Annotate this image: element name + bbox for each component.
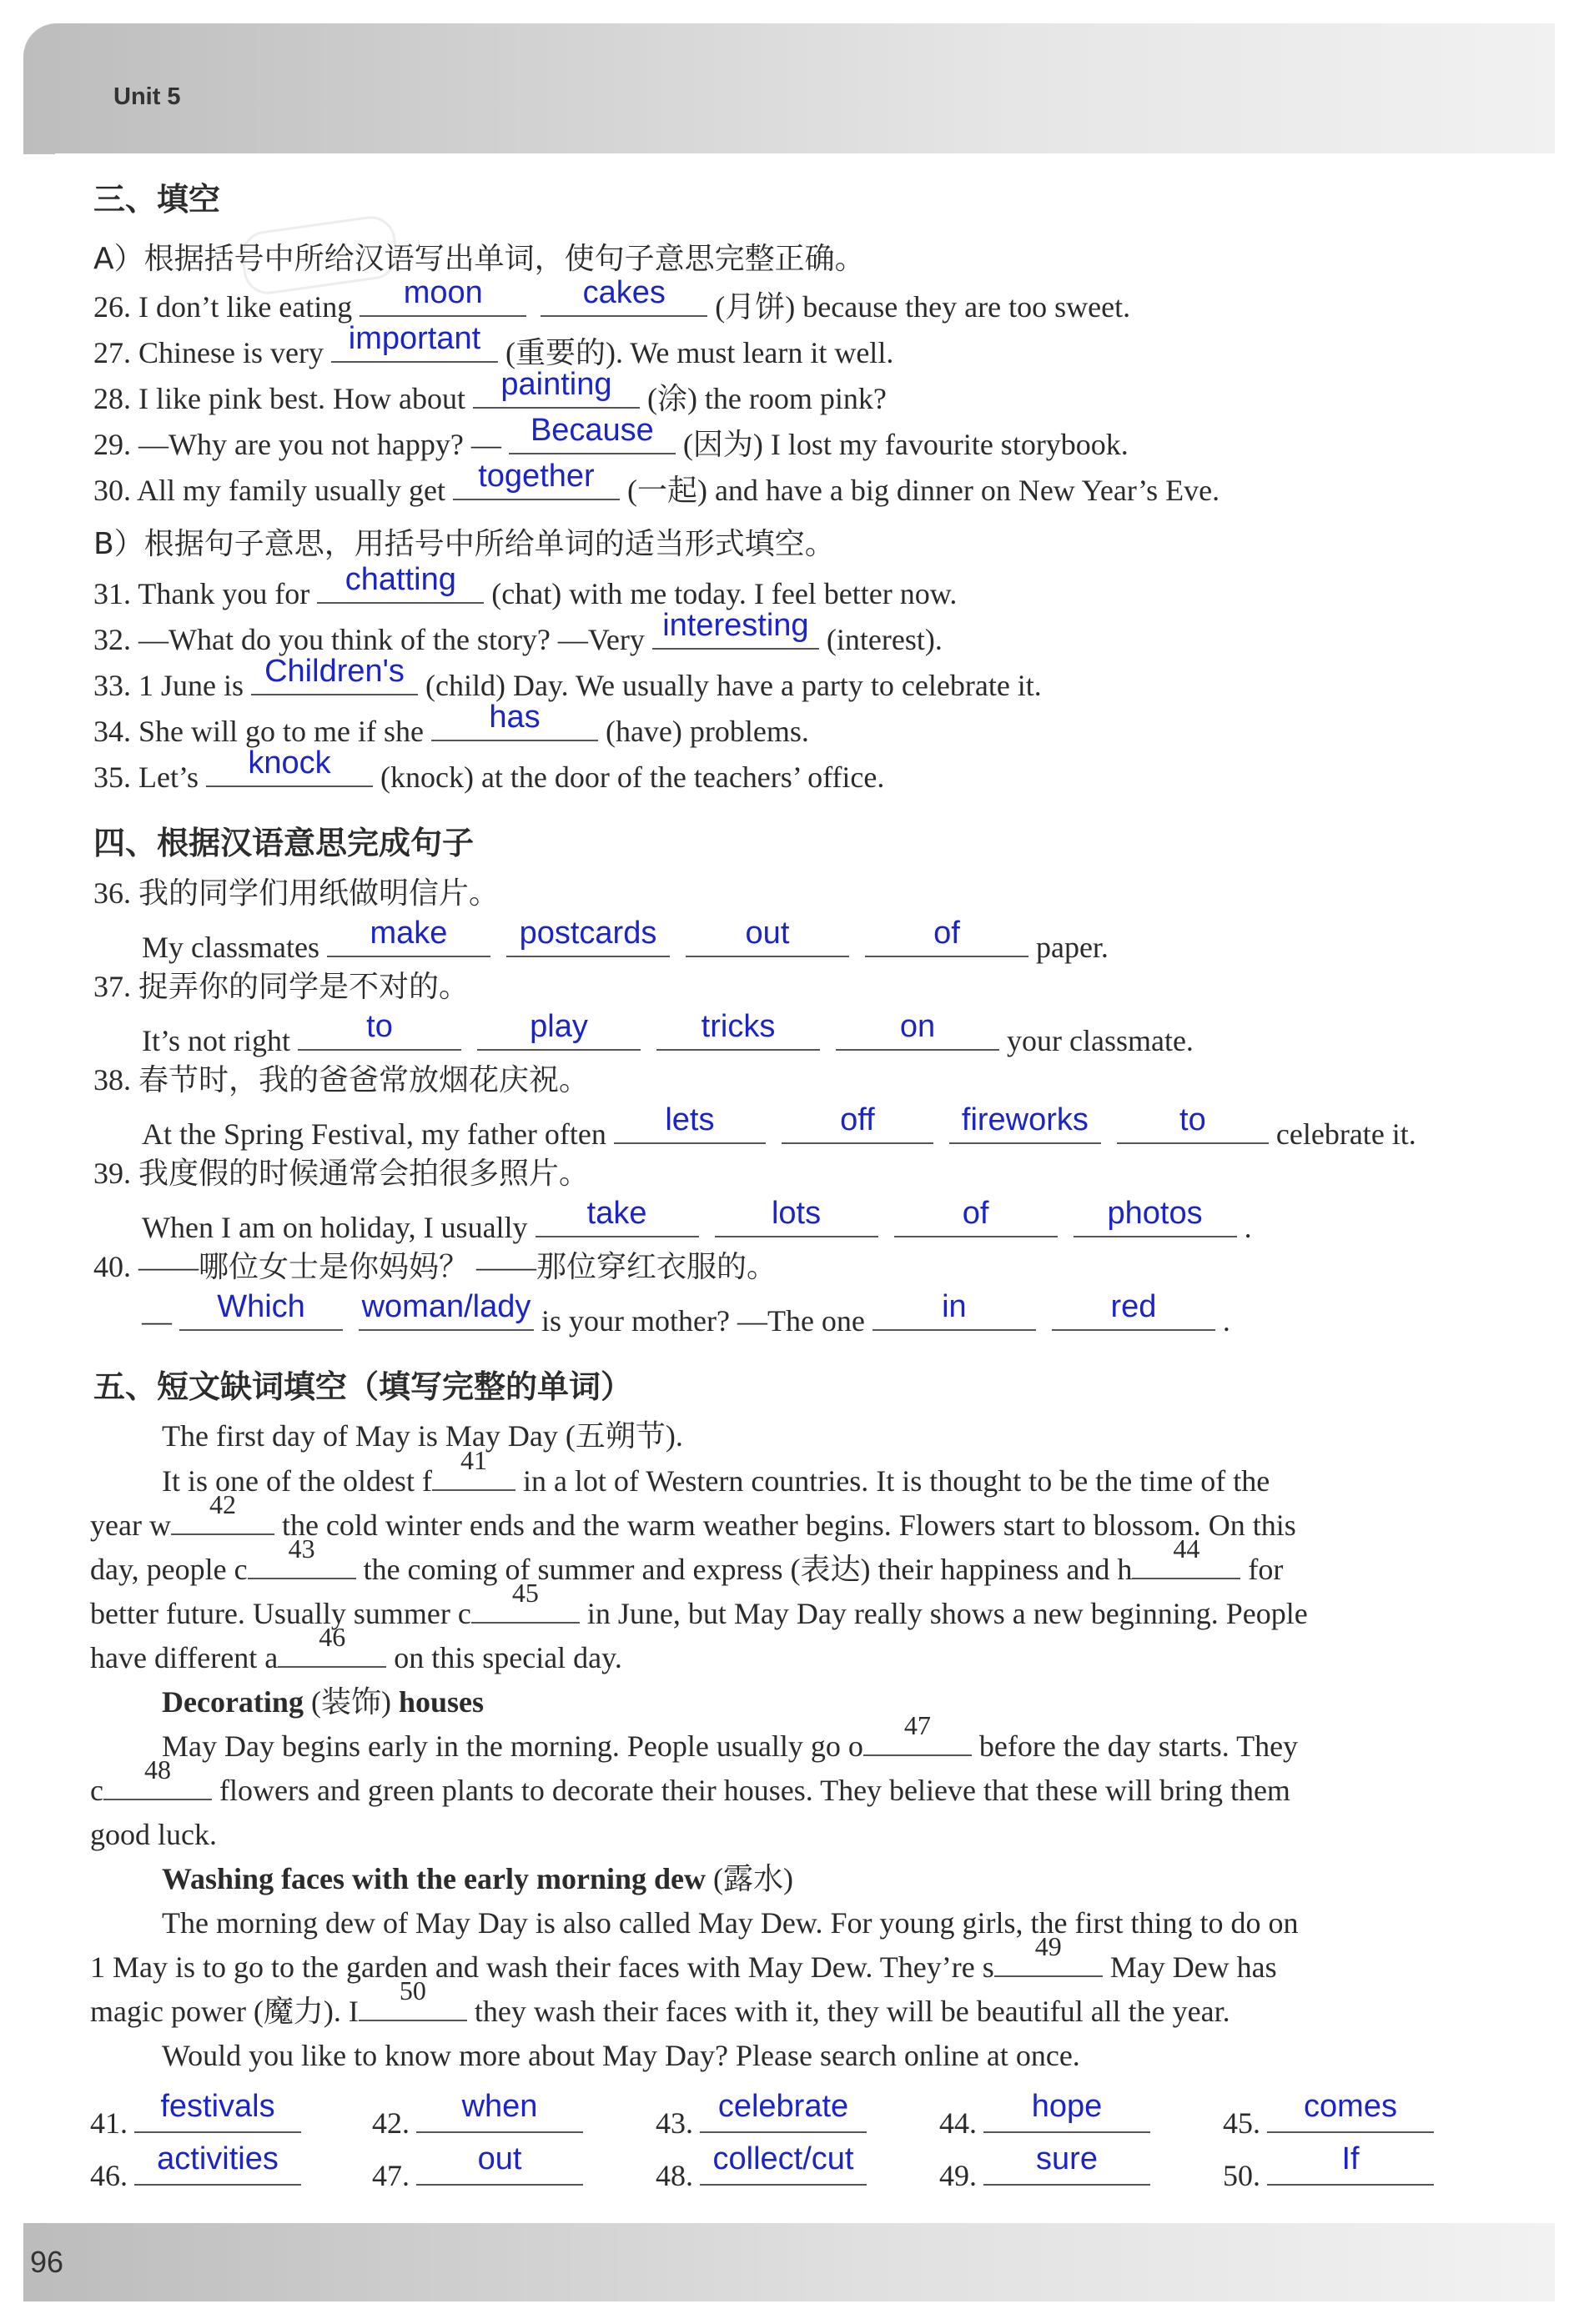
q40-text-post: .: [1222, 1304, 1230, 1338]
blank-48: [103, 1754, 212, 1800]
question-38: [142, 1102, 1416, 1151]
q37-blank-1: [298, 1009, 461, 1051]
q40-blank-3: [872, 1289, 1036, 1331]
question-36: [142, 916, 1109, 964]
q36-text-post: paper.: [1035, 931, 1109, 964]
passage-text: May Day begins early in the morning. People usually go o: [162, 1729, 863, 1763]
q27-blank: [331, 321, 498, 363]
answer-number: 50.: [1223, 2159, 1260, 2192]
passage-line-8: [90, 1754, 1290, 1813]
q27-answer: important: [348, 321, 481, 356]
q40-text-mid: is your mother? —The one: [541, 1304, 865, 1338]
q36-blank-3: [686, 916, 849, 957]
q30-answer: together: [478, 459, 595, 494]
answer-value: out: [477, 2141, 522, 2176]
subheading-text: Decorating: [162, 1685, 304, 1719]
passage-text: the coming of summer and express (表达) their happiness and h: [363, 1553, 1133, 1586]
answer-value: when: [461, 2089, 538, 2124]
blank-42-number: 42: [209, 1489, 236, 1519]
passage-text: in a lot of Western countries. It is thought to be the time of the: [522, 1464, 1270, 1498]
passage-line-4: [90, 1533, 1284, 1592]
q35-answer: knock: [248, 745, 331, 781]
blank-49: [994, 1931, 1103, 1977]
answer-value: comes: [1304, 2089, 1397, 2124]
subheading-cn: (装饰): [303, 1685, 399, 1719]
q36-text: My classmates: [142, 931, 319, 964]
q37-blank-2: [477, 1009, 641, 1051]
question-28: [93, 367, 887, 415]
blank-41: [432, 1445, 515, 1491]
question-39: [142, 1196, 1252, 1244]
q32-text-post: (interest).: [826, 623, 943, 656]
q34-blank: [431, 700, 598, 741]
blank-47: [863, 1710, 972, 1756]
q37-blank-3: [656, 1009, 820, 1051]
passage-line-11: [90, 1931, 1277, 1990]
q38-text-post: celebrate it.: [1275, 1117, 1416, 1151]
q36-answer-1: make: [370, 916, 448, 951]
q33-blank: [251, 654, 418, 695]
answer-item: [939, 2089, 1150, 2141]
q26-text-post: (月饼) because they are too sweet.: [715, 290, 1131, 324]
page-footer-band: [23, 2223, 1555, 2301]
answer-number: 41.: [90, 2106, 128, 2140]
q35-text: 35. Let’s: [93, 760, 199, 794]
blank-49-number: 49: [1034, 1931, 1062, 1961]
answer-number: 44.: [939, 2106, 977, 2140]
q37-text-post: your classmate.: [1007, 1024, 1194, 1057]
q28-blank: [473, 367, 640, 409]
answer-item: [1223, 2089, 1434, 2141]
q29-text: 29. —Why are you not happy? —: [93, 428, 501, 461]
q28-answer: painting: [500, 367, 612, 402]
answer-number: 42.: [372, 2106, 410, 2140]
blank-46-number: 46: [319, 1622, 346, 1652]
q39-answer-4: photos: [1107, 1196, 1203, 1231]
q36-blank-2: [506, 916, 670, 957]
answer-value: hope: [1031, 2089, 1103, 2124]
blank-47-number: 47: [903, 1710, 931, 1740]
section-3a-instruction: A）根据括号中所给汉语写出单词，使句子意思完整正确。: [93, 242, 865, 276]
q38-answer-3: fireworks: [961, 1102, 1089, 1137]
q35-blank: [206, 745, 373, 787]
q39-blank-3: [894, 1196, 1058, 1237]
q34-text: 34. She will go to me if she: [93, 715, 424, 748]
passage-text: flowers and green plants to decorate their houses. They believe that these will bring them: [219, 1774, 1290, 1807]
question-35: [93, 745, 885, 794]
q38-blank-4: [1117, 1102, 1269, 1144]
blank-45: [471, 1578, 580, 1624]
unit-label: Unit 5: [113, 83, 181, 110]
answer-number: 48.: [656, 2159, 693, 2192]
blank-45-number: 45: [511, 1578, 539, 1608]
q30-blank: [453, 459, 620, 500]
q38-blank-3: [949, 1102, 1101, 1144]
passage-text: before the day starts. They: [978, 1729, 1299, 1763]
q38-answer-4: to: [1179, 1102, 1206, 1137]
answer-value: If: [1341, 2141, 1360, 2176]
answer-value: sure: [1036, 2141, 1098, 2176]
answer-item: [90, 2141, 301, 2193]
section-5-title: 五、短文缺词填空（填写完整的单词）: [93, 1368, 633, 1405]
q39-blank-4: [1074, 1196, 1237, 1237]
q33-answer: Children's: [264, 654, 405, 689]
answer-blank: [416, 2089, 583, 2133]
question-29: [93, 413, 1129, 461]
question-31: [93, 562, 958, 610]
section-3-title: 三、填空: [93, 181, 221, 218]
answer-blank: [134, 2141, 301, 2186]
q40-answer-3: in: [942, 1289, 967, 1324]
q29-blank: [509, 413, 676, 454]
question-32: [93, 608, 943, 656]
q26-text: 26. I don’t like eating: [93, 290, 353, 324]
question-26: [93, 275, 1131, 324]
q32-text: 32. —What do you think of the story? —Very: [93, 623, 645, 656]
q36-chinese: 36. 我的同学们用纸做明信片。: [93, 876, 500, 910]
passage-line-2: [162, 1445, 1270, 1503]
q32-blank: [652, 608, 819, 650]
q32-answer: interesting: [662, 608, 809, 643]
q39-text-post: .: [1244, 1211, 1252, 1244]
q30-text-post: (一起) and have a big dinner on New Year’s Eve.: [626, 474, 1220, 507]
question-40: [142, 1289, 1230, 1338]
q38-answer-2: off: [840, 1102, 875, 1137]
q34-text-post: (have) problems.: [605, 715, 809, 748]
question-34: [93, 700, 809, 748]
answer-blank: [983, 2089, 1150, 2133]
answer-number: 49.: [939, 2159, 977, 2192]
passage-text: better future. Usually summer c: [90, 1597, 471, 1630]
q34-answer: has: [489, 700, 541, 735]
question-37: [142, 1009, 1194, 1057]
blank-43: [248, 1533, 356, 1579]
section-3b-instruction: B）根据句子意思，用括号中所给单词的适当形式填空。: [93, 527, 835, 561]
answer-blank: [983, 2141, 1150, 2186]
q30-text: 30. All my family usually get: [93, 474, 445, 507]
answer-blank: [416, 2141, 583, 2186]
answer-number: 45.: [1223, 2106, 1260, 2140]
answer-blank: [1267, 2141, 1434, 2186]
q39-answer-2: lots: [771, 1196, 822, 1231]
q36-blank-4: [865, 916, 1028, 957]
answer-number: 47.: [372, 2159, 410, 2192]
answer-number: 46.: [90, 2159, 128, 2192]
q39-text: When I am on holiday, I usually: [142, 1211, 528, 1244]
q31-blank: [317, 562, 484, 604]
q39-blank-2: [715, 1196, 878, 1237]
q37-answer-4: on: [899, 1009, 936, 1044]
answer-item: [656, 2089, 867, 2141]
q36-answer-4: of: [933, 916, 960, 951]
blank-46: [278, 1622, 386, 1668]
passage-text: have different a: [90, 1641, 279, 1674]
answer-value: celebrate: [717, 2089, 849, 2124]
passage-line-6: [90, 1622, 622, 1680]
q39-chinese: 39. 我度假的时候通常会拍很多照片。: [93, 1157, 590, 1190]
q36-answer-2: postcards: [519, 916, 657, 951]
q39-answer-1: take: [586, 1196, 647, 1231]
passage-text: for: [1248, 1553, 1284, 1586]
answer-number: 43.: [656, 2106, 693, 2140]
q36-answer-3: out: [745, 916, 790, 951]
passage-text: c: [90, 1774, 103, 1807]
answer-value: festivals: [160, 2089, 275, 2124]
q37-text: It’s not right: [142, 1024, 290, 1057]
q31-answer: chatting: [344, 562, 456, 597]
q37-answer-1: to: [366, 1009, 393, 1044]
blank-50-number: 50: [399, 1975, 426, 2005]
blank-48-number: 48: [143, 1754, 171, 1784]
q28-text: 28. I like pink best. How about: [93, 382, 465, 415]
q40-answer-2: woman/lady: [361, 1289, 531, 1324]
answer-blank: [700, 2141, 867, 2186]
passage-line-12: [90, 1975, 1230, 2034]
q26-blank-2: [541, 275, 707, 317]
q29-text-post: (因为) I lost my favourite storybook.: [682, 428, 1129, 461]
passage-text: May Dew has: [1109, 1950, 1277, 1984]
answer-item: [90, 2089, 301, 2141]
passage-text: on this special day.: [394, 1641, 622, 1674]
passage-line-10: The morning dew of May Day is also called May Dew. For young girls, the first thing to do on: [162, 1906, 1299, 1940]
subheading-cn: (露水): [706, 1862, 793, 1895]
q38-blank-1: [614, 1102, 766, 1144]
passage-text: day, people c: [90, 1553, 248, 1586]
passage-text: in June, but May Day really shows a new beginning. People: [586, 1597, 1308, 1630]
passage-subheading-2: [162, 1857, 793, 1901]
blank-44: [1132, 1533, 1240, 1579]
subheading-text: houses: [398, 1685, 484, 1719]
blank-41-number: 41: [460, 1445, 487, 1475]
q27-text-post: (重要的). We must learn it well.: [505, 336, 894, 369]
q38-blank-2: [782, 1102, 933, 1144]
q40-answer-1: Which: [217, 1289, 305, 1324]
passage-line-13: Would you like to know more about May Day? Please search online at once.: [162, 2039, 1080, 2072]
passage-text: the cold winter ends and the warm weather begins. Flowers start to blossom. On this: [281, 1508, 1296, 1542]
passage-text: It is one of the oldest f: [162, 1464, 432, 1498]
q39-blank-1: [536, 1196, 699, 1237]
answer-blank: [700, 2089, 867, 2133]
passage-subheading-1: [162, 1680, 484, 1724]
subheading-text: Washing faces with the early morning dew: [162, 1862, 706, 1895]
answer-value: activities: [157, 2141, 279, 2176]
section-4-title: 四、根据汉语意思完成句子: [93, 825, 475, 861]
q31-text: 31. Thank you for: [93, 577, 310, 610]
q38-chinese: 38. 春节时，我的爸爸常放烟花庆祝。: [93, 1063, 590, 1097]
blank-50: [359, 1975, 467, 2021]
q40-blank-2: [359, 1289, 534, 1331]
answer-item: [372, 2089, 583, 2141]
q26-answer-1: moon: [403, 275, 483, 310]
passage-text: year w: [90, 1508, 171, 1542]
q33-text-post: (child) Day. We usually have a party to celebrate it.: [425, 669, 1042, 702]
passage-text: 1 May is to go to the garden and wash their faces with May Dew. They’re s: [90, 1950, 994, 1984]
page-header-band: [23, 23, 1555, 154]
q27-text: 27. Chinese is very: [93, 336, 324, 369]
q37-answer-2: play: [530, 1009, 588, 1044]
q40-text: —: [142, 1304, 172, 1338]
q38-answer-1: lets: [665, 1102, 715, 1137]
q40-blank-4: [1052, 1289, 1215, 1331]
answer-item: [1223, 2141, 1434, 2193]
q26-blank-1: [360, 275, 526, 317]
question-30: [93, 459, 1220, 507]
q40-answer-4: red: [1110, 1289, 1157, 1324]
q37-answer-3: tricks: [701, 1009, 776, 1044]
q40-chinese: 40. ——哪位女士是你妈妈？ ——那位穿红衣服的。: [93, 1250, 777, 1283]
q26-answer-2: cakes: [582, 275, 666, 310]
page-number: 96: [30, 2245, 64, 2279]
q33-text: 33. 1 June is: [93, 669, 244, 702]
q37-blank-4: [836, 1009, 999, 1051]
passage-line-5: [90, 1578, 1308, 1636]
answer-blank: [1267, 2089, 1434, 2133]
q39-answer-3: of: [962, 1196, 989, 1231]
question-33: [93, 654, 1042, 702]
blank-43-number: 43: [288, 1533, 315, 1564]
question-27: [93, 321, 894, 369]
answer-item: [939, 2141, 1150, 2193]
q37-chinese: 37. 捉弄你的同学是不对的。: [93, 970, 470, 1003]
answer-value: collect/cut: [712, 2141, 854, 2176]
q31-text-post: (chat) with me today. I feel better now.: [491, 577, 958, 610]
passage-line-1: The first day of May is May Day (五朔节).: [162, 1419, 683, 1453]
q36-blank-1: [327, 916, 490, 957]
q35-text-post: (knock) at the door of the teachers’ office.: [380, 760, 885, 794]
passage-text: they wash their faces with it, they will be beautiful all the year.: [474, 1995, 1230, 2028]
answer-item: [656, 2141, 867, 2193]
answer-item: [372, 2141, 583, 2193]
q28-text-post: (涂) the room pink?: [646, 382, 887, 415]
q29-answer: Because: [530, 413, 654, 448]
q38-text: At the Spring Festival, my father often: [142, 1117, 606, 1151]
passage-text: magic power (魔力). I: [90, 1995, 359, 2028]
answer-blank: [134, 2089, 301, 2133]
blank-44-number: 44: [1173, 1533, 1200, 1564]
passage-line-9: good luck.: [90, 1818, 217, 1851]
passage-line-7: [162, 1710, 1299, 1769]
q40-blank-1: [179, 1289, 343, 1331]
